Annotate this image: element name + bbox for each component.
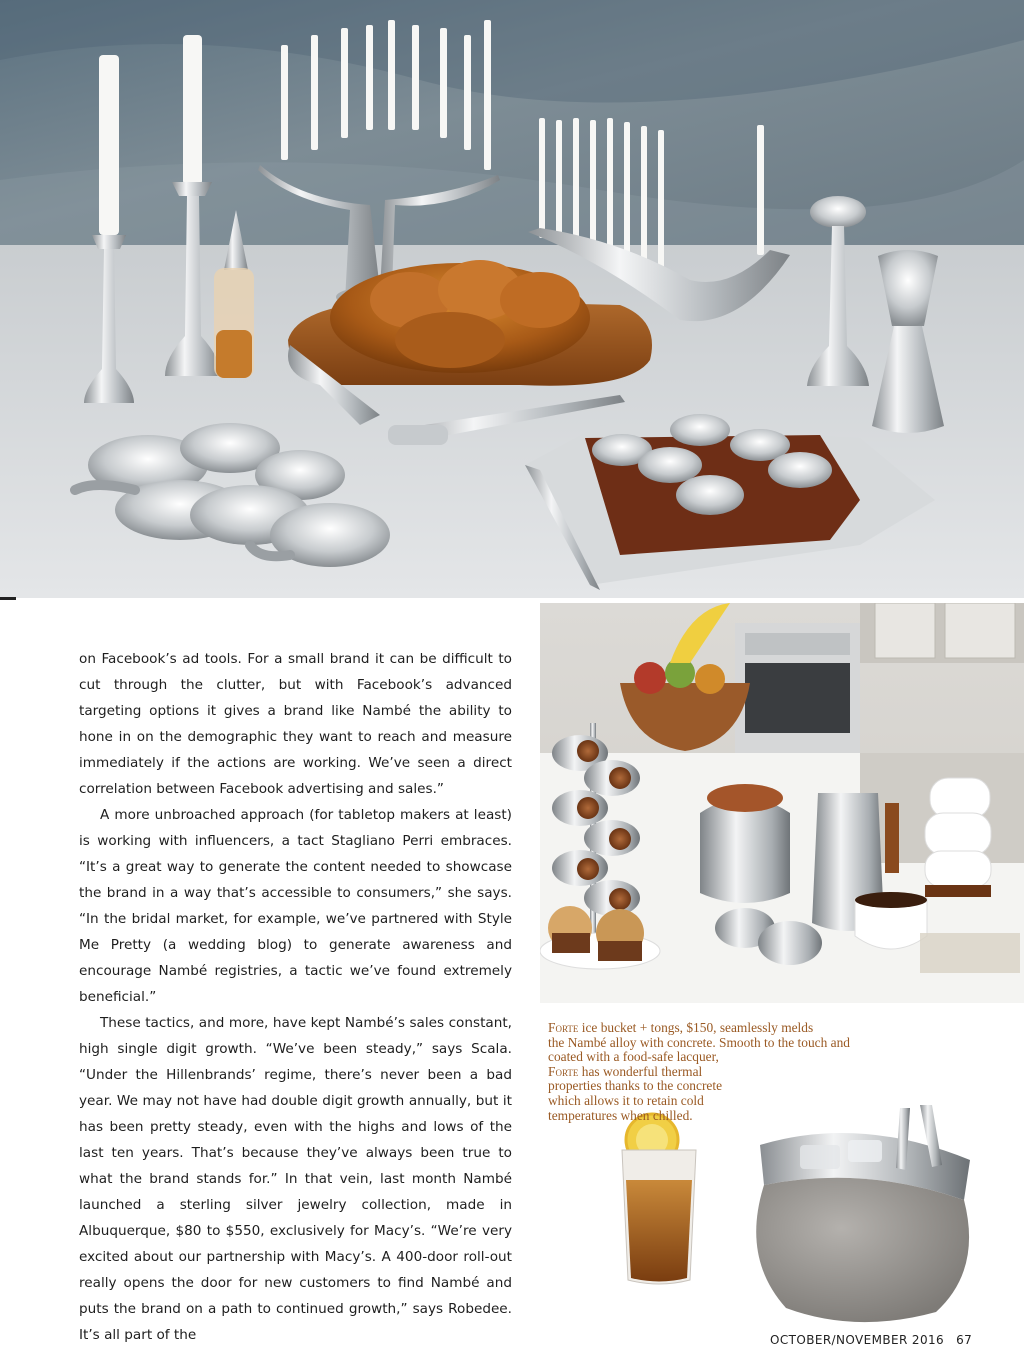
article-paragraph: on Facebook’s ad tools. For a small brand it can be difficult to cut through the clutter, but with Facebook’s advanced targeting options it gives a brand like Nambé the ability to hone in on the demographic they want to reach and measure immediately if the actions are working. We’ve seen a direct correlation between Facebook advertising and sales.” — [79, 651, 512, 797]
caption-line: the Nambé alloy with concrete. Smooth to the touch and — [548, 1034, 850, 1050]
caption-line: properties thanks to the concrete — [548, 1078, 723, 1094]
caption-brand-name: Forte — [548, 1063, 579, 1079]
caption-line: coated with a food-safe lacquer, — [548, 1049, 719, 1065]
page-edge-mark — [0, 597, 16, 600]
photo-forte-ice-bucket — [600, 1100, 980, 1330]
caption-brand-name: Forte — [548, 1020, 579, 1035]
article-paragraph: These tactics, and more, have kept Nambé’s sales constant, high single digit growth. “We’ve been steady,” says Scala. “Under the Hillenbrands’ regime, there’s never been a bad year. We may not have had double digit growth annually, but it has been pretty steady, even with the highs and lows of the last ten years. That’s because they’ve always been true to what the brand stands for.” In that vein, last month Nambé launched a sterling silver jewelry collection, made in Albuquerque, $80 to $550, exclusively for Macy’s. “We’re very excited about our partnership with Macy’s. A 400-door roll-out really opens the door for new customers to find Nambé and puts the brand on a path to continued growth,” says Robedee. It’s all part of the — [79, 1015, 512, 1343]
photo-judaica-tabletop — [0, 0, 1024, 598]
article-body — [79, 646, 512, 1348]
article-paragraph: A more unbroached approach (for tabletop makers at least) is working with influencers, a tact Stagliano Perri embraces. “It’s a great way to generate the content needed to showcase the brand in a way that’s accessible to consumers,” she says. “In the bridal market, for example, we’ve partnered with Style Me Pretty (a wedding blog) to generate awareness and encourage Nambé registries, a tactic we’ve found extremely beneficial.” — [79, 807, 512, 1005]
issue-date: OCTOBER/NOVEMBER 2016 — [770, 1333, 945, 1347]
caption-line: temperatures when chilled. — [548, 1107, 693, 1123]
photo-kitchen-scene — [540, 603, 1024, 1003]
photo-caption — [548, 1021, 888, 1123]
page-number: 67 — [956, 1333, 973, 1347]
caption-line: which allows it to retain cold — [548, 1092, 704, 1108]
page-footer — [770, 1333, 972, 1347]
caption-line: Forte has wonderful thermal — [548, 1063, 703, 1079]
caption-line: Forte ice bucket + tongs, $150, seamlessly melds — [548, 1020, 814, 1035]
